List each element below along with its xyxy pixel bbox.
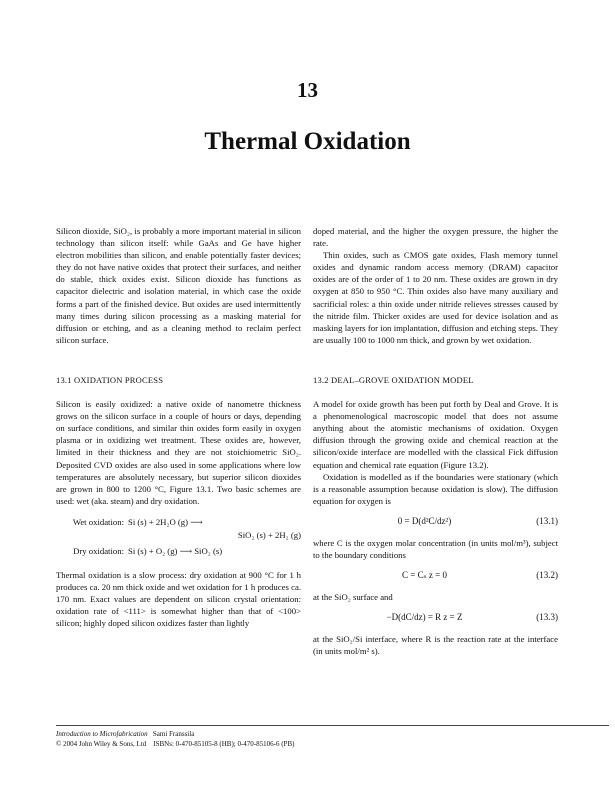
intro-continuation: doped material, and the higher the oxygen pressure, the higher the rate. (313, 226, 558, 249)
stationary-boundaries-paragraph: Oxidation is modelled as if the boundaries were stationary (which is a reasonable assumption because oxidation is slow). The diffusion equation for oxygen is (313, 471, 558, 506)
footer-divider (56, 725, 609, 726)
equation-13-1-number: (13.1) (536, 515, 558, 526)
oxidation-rate-paragraph: Thermal oxidation is a slow process: dry oxidation at 900 °C for 1 h produces ca. 20 nm thick oxide and wet oxidation for 1 h produces ca. 170 nm. Exact values are dependent on silicon crystal orientation: oxidation rate of <111> is somewhat higher than that of <100> silicon; highly doped silicon oxidizes faster than lightly (56, 569, 301, 629)
chapter-number: 13 (297, 78, 318, 102)
equation-13-2 (313, 569, 558, 582)
section-heading-deal-grove: 13.2 DEAL–GROVE OXIDATION MODEL (313, 374, 474, 385)
equation-13-2-number: (13.2) (536, 570, 558, 581)
wet-oxidation-label: Wet oxidation: (72, 516, 124, 527)
left-column (56, 225, 301, 629)
equation-13-3-number: (13.3) (536, 612, 558, 623)
section-heading-oxidation-process: 13.1 OXIDATION PROCESS (56, 374, 164, 385)
dry-oxidation-label: Dry oxidation: (73, 545, 124, 556)
wet-oxidation-reaction-line2: SiO₂ (s) + 2H₂ (g) (237, 529, 301, 540)
interface-condition-text: at the SiO₂/Si interface, where R is the reaction rate at the interface (in units mol/m² s). (313, 634, 558, 657)
equation-13-3 (313, 611, 558, 624)
concentration-definition: where C is the oxygen molar concentration (in units mol/m³), subject to the boundary conditions (313, 537, 558, 560)
equation-13-1-body: 0 = D(d²C/dz²) (397, 515, 452, 526)
footer-copyright: © 2004 John Wiley & Sons, Ltd (56, 740, 147, 748)
surface-condition-text: at the SiO₂ surface and (313, 592, 393, 603)
footer-isbn: ISBNs: 0-470-85105-8 (HB); 0-470-85106-6 (PB) (153, 740, 295, 748)
oxidation-process-paragraph: Silicon is easily oxidized: a native oxide of nanometre thickness grows on the silicon surface in a couple of hours or days, depending on surface conditions, and similar thin oxides form easily in oxygen plasma or in oxidizing wet treatment. These oxides are, however, limited in their thickness and they are not stoichiometric SiO₂. Deposited CVD oxides are also used in some applications where low temperatures are absolutely necessary, but superior silicon dioxides are grown in 800 to 1200 °C, Figure 13.1. Two basic schemes are used: wet (aka. steam) and dry oxidation. (56, 399, 301, 506)
footer-book-title: Introduction to Microfabrication (56, 730, 148, 738)
reaction-equations (56, 516, 301, 558)
intro-paragraph: Silicon dioxide, SiO₂, is probably a more important material in silicon technology than silicon itself: while GaAs and Ge have higher electron mobilities than silicon, and enable potentially faster devices; they do not have native oxides that protect their surfaces, and neither do stable, thick oxides exist. Silicon dioxide has functions as capacitor dielectric and isolation material, in which case the oxide forms a part of the finished device. But oxides are used intermittently many times during silicon processing as a masking material for diffusion or etching, and as a cleaning method to reclaim perfect silicon surface. (56, 226, 301, 345)
equation-13-2-body: C = Cₛ z = 0 (402, 570, 447, 581)
thin-oxides-paragraph: Thin oxides, such as CMOS gate oxides, Flash memory tunnel oxides and dynamic random access memory (DRAM) capacitor oxides are of the order of 1 to 20 nm. These oxides are grown in dry oxygen at 850 to 950 °C. Thin oxides also have many auxiliary and sacrificial roles: a thin oxide under nitride relieves stresses caused by the nitride film. Thicker oxides are used for device isolation and as masking layers for ion implantation, diffusion and etching steps. They are usually 100 to 1000 nm thick, and grown by wet oxidation. (313, 250, 558, 345)
chapter-title: Thermal Oxidation (204, 128, 411, 155)
footer-book-line (56, 729, 615, 739)
deal-grove-paragraph: A model for oxide growth has been put forth by Deal and Grove. It is a phenomenological macroscopic model that does not assume anything about the atomistic mechanisms of oxidation. Oxygen diffusion through the growing oxide and chemical reaction at the silicon/oxide interface are modelled with the classical Fick diffusion equation and chemical rate equation (Figure 13.2). (313, 399, 558, 470)
footer-author: Sami Franssila (152, 730, 195, 738)
equation-13-3-body: −D(dC/dz) = R z = Z (386, 612, 463, 623)
equation-13-1 (313, 515, 558, 528)
right-column (313, 225, 558, 657)
wet-oxidation-reaction-line1: Si (s) + 2H₂O (g) ⟶ (128, 516, 203, 527)
footer-copyright-line (56, 739, 615, 749)
dry-oxidation-reaction: Si (s) + O₂ (g) ⟶ SiO₂ (s) (128, 545, 223, 556)
